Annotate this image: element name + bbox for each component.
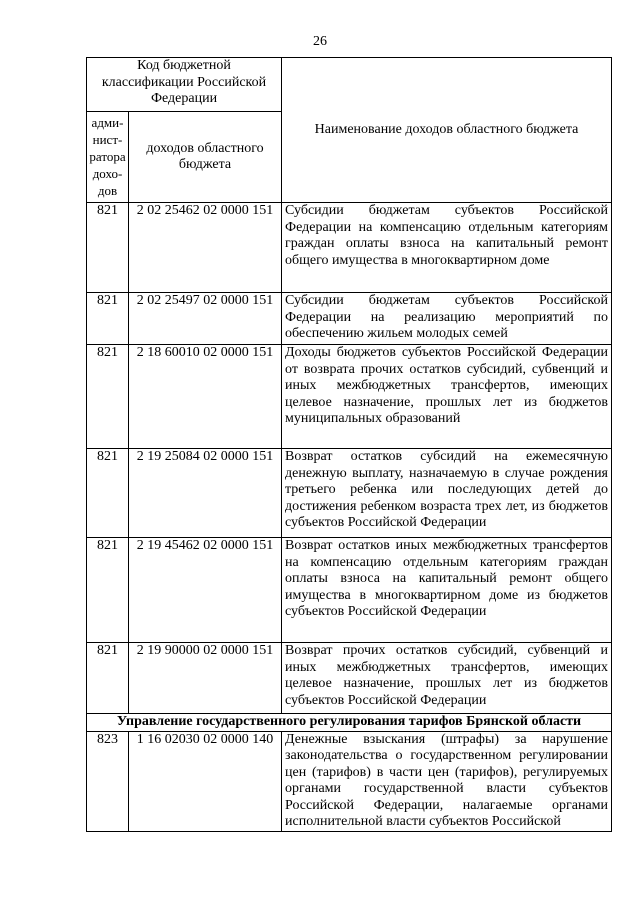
admin-code: 821 <box>87 203 129 293</box>
income-name: Доходы бюджетов субъектов Российской Федерации от возврата прочих остатков субсидий, субвенций и иных межбюджетных трансфертов, имеющих целевое назначение, прошлых лет из бюджетов муниципальных образований <box>282 345 612 449</box>
budget-code: 1 16 02030 02 0000 140 <box>129 731 282 831</box>
section-title: Управление государственного регулирования тарифов Брянской области <box>87 714 612 732</box>
admin-code: 821 <box>87 449 129 538</box>
header-admin: адми-нист-ратора дохо-дов <box>87 112 129 203</box>
admin-code: 821 <box>87 538 129 643</box>
admin-code: 823 <box>87 731 129 831</box>
budget-code: 2 19 25084 02 0000 151 <box>129 449 282 538</box>
income-name: Денежные взыскания (штрафы) за нарушение законодательства о государственном регулировании цен (тарифов) в части цен (тарифов), регулируемых органами государственной власти субъектов Российской Федерации, налагаемые органами исполнительной власти субъектов Российской <box>282 731 612 831</box>
page-number: 26 <box>313 34 327 49</box>
table-row <box>87 538 612 643</box>
table-header-row <box>87 58 612 112</box>
header-name: Наименование доходов областного бюджета <box>282 58 612 203</box>
header-income: доходов областного бюджета <box>129 112 282 203</box>
table-row <box>87 203 612 293</box>
income-name: Субсидии бюджетам субъектов Российской Федерации на реализацию мероприятий по обеспечению жильем молодых семей <box>282 293 612 345</box>
budget-code: 2 19 45462 02 0000 151 <box>129 538 282 643</box>
budget-code: 2 19 90000 02 0000 151 <box>129 643 282 714</box>
admin-code: 821 <box>87 293 129 345</box>
income-name: Возврат остатков субсидий на ежемесячную денежную выплату, назначаемую в случае рождения третьего ребенка или последующих детей до достижения ребенком возраста трех лет, из бюджетов субъектов Российской Федерации <box>282 449 612 538</box>
table-row <box>87 449 612 538</box>
budget-code: 2 02 25497 02 0000 151 <box>129 293 282 345</box>
income-name: Возврат остатков иных межбюджетных трансфертов на компенсацию отдельным категориям граждан оплаты взноса на капитальный ремонт общего имущества в многоквартирном доме из бюджетов субъектов Российской Федерации <box>282 538 612 643</box>
header-code-group: Код бюджетной классификации Российской Федерации <box>87 58 282 112</box>
table-row <box>87 345 612 449</box>
table-row <box>87 293 612 345</box>
admin-code: 821 <box>87 643 129 714</box>
budget-code: 2 18 60010 02 0000 151 <box>129 345 282 449</box>
section-row <box>87 714 612 732</box>
table-row <box>87 643 612 714</box>
budget-income-table <box>86 57 612 832</box>
budget-code: 2 02 25462 02 0000 151 <box>129 203 282 293</box>
income-name: Субсидии бюджетам субъектов Российской Федерации на компенсацию отдельным категориям граждан оплаты взноса на капитальный ремонт общего имущества в многоквартирном доме <box>282 203 612 293</box>
income-name: Возврат прочих остатков субсидий, субвенций и иных межбюджетных трансфертов, имеющих целевое назначение, прошлых лет из бюджетов субъектов Российской Федерации <box>282 643 612 714</box>
table-row <box>87 731 612 831</box>
admin-code: 821 <box>87 345 129 449</box>
